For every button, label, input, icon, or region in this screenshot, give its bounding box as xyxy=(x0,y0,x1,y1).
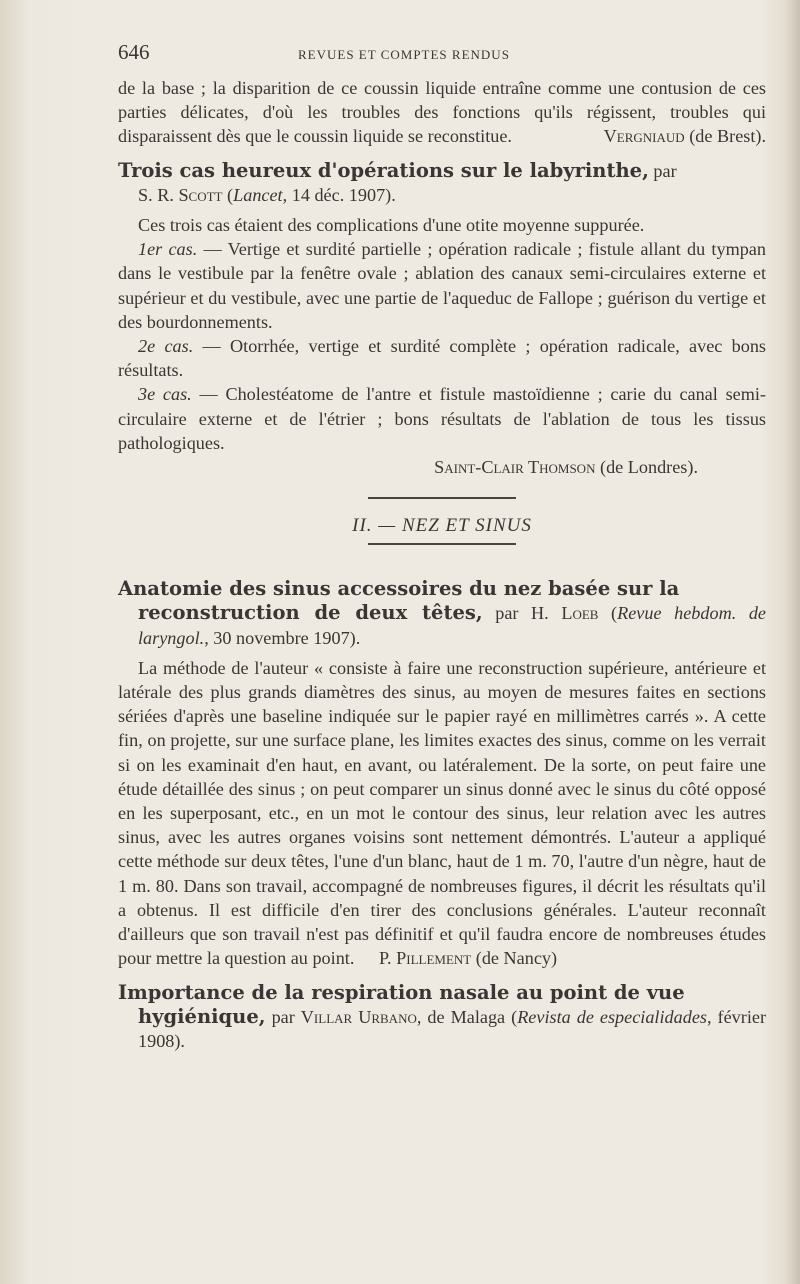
signature-name: P. Pillement xyxy=(378,948,472,969)
page-number: 646 xyxy=(118,40,150,64)
intro-paragraph xyxy=(118,76,766,149)
case-2 xyxy=(118,334,766,382)
intro-text: de la base ; la disparition de ce coussin liquide entraîne comme une contusion de ces parties délicates, d'où les troubles des fonctions qu'ils régissent, troubles qui disparaissent dès que le coussin liquide se reconstitue. xyxy=(118,78,766,147)
case-text: — Otorrhée, vertige et surdité complète ; opération radicale, avec bons résultats. xyxy=(118,336,766,381)
author-name: Scott xyxy=(178,184,223,205)
source-date: , février 1908). xyxy=(138,1006,766,1051)
title-text: Trois cas heureux d'opérations sur le labyrinthe, xyxy=(118,158,649,182)
case-1 xyxy=(118,237,766,334)
section-title: II. — NEZ ET SINUS xyxy=(352,515,532,537)
author-name: Villar Urbano xyxy=(300,1006,417,1027)
article1-signature xyxy=(118,455,766,479)
case-label: 2e cas. xyxy=(138,336,194,357)
title-text-line1: Importance de la respiration nasale au point de vue xyxy=(118,980,685,1004)
source-journal: Revista de especialidades xyxy=(517,1006,707,1027)
source-date: , 14 déc. 1907). xyxy=(282,184,396,205)
section-rule-top xyxy=(368,497,516,499)
title-by: par xyxy=(265,1006,301,1027)
page-header xyxy=(118,40,766,76)
article-title-anatomie xyxy=(118,577,766,650)
article-title-labyrinthe xyxy=(118,159,766,207)
source-journal: Lancet xyxy=(233,184,283,205)
case-text: — Cholestéatome de l'antre et fistule mastoïdienne ; carie du canal semi-circulaire externe et de l'étrier ; bons résultats de l'ablation de tous les tissus pathologiques. xyxy=(118,384,766,453)
title-continuation: reconstruction de deux têtes, par H. Loeb (Revue hebdom. de laryngol., 30 novembre 1907). xyxy=(138,601,767,648)
signature-place: (de Nancy) xyxy=(471,948,558,969)
article2-paragraph xyxy=(118,656,766,971)
title-text-line2: reconstruction de deux têtes, xyxy=(138,601,483,625)
author-initials: S. R. xyxy=(138,184,179,205)
case-label: 1er cas. xyxy=(138,239,198,260)
title-by: par H. xyxy=(482,603,562,624)
intro-signature xyxy=(604,124,766,148)
title-continuation xyxy=(118,1005,766,1053)
signature-place: (de Londres). xyxy=(595,457,698,478)
signature-place: (de Brest). xyxy=(684,126,766,147)
article1-paragraph: Ces trois cas étaient des complications d'une otite moyenne suppurée. xyxy=(138,215,645,236)
running-head: REVUES ET COMPTES RENDUS xyxy=(298,47,510,62)
signature-name: Vergniaud xyxy=(603,126,685,147)
author-name: Loeb xyxy=(561,603,599,624)
case-3 xyxy=(118,382,766,455)
title-text-line2: hygiénique, xyxy=(138,1004,266,1028)
signature-name: Saint-Clair Thomson xyxy=(434,457,596,478)
title-citation: S. R. Scott (Lancet, 14 déc. 1907). xyxy=(138,184,396,205)
article2-signature xyxy=(359,948,557,968)
source-date: , 30 novembre 1907). xyxy=(204,627,361,648)
article-title-respiration xyxy=(118,981,766,1054)
author-place: , de Malaga ( xyxy=(416,1006,518,1027)
source-journal: Revue hebdom. de laryngol. xyxy=(138,603,767,648)
article2-body: La méthode de l'auteur « consiste à faire une reconstruction supérieure, antérieure et latérale des plus grands diamètres des sinus, au moyen de mesures faites en sections sériées d'après une baseline indiquée sur le papier rayé en millimètres carrés ». A cette fin, on projette, sur une surface plane, les limites exactes des sinus, comme on les verrait si on les examinait d'en haut, en avant, ou latéralement. De la sorte, on peut faire une étude détaillée des sinus ; on peut comparer un sinus donné avec le sinus du côté opposé en les superposant, etc., en un mot le contour des sinus, leur relation avec les autres sinus, avec les autres organes voisins sont nettement démontrés. L'auteur a appliqué cette méthode sur deux têtes, l'une d'un blanc, haut de 1 m. 70, l'autre d'un nègre, haut de 1 m. 80. Dans son travail, accompagné de nombreuses figures, il décrit les résultats qu'il a obtenus. Il est difficile d'en tirer des conclusions générales. L'auteur reconnaît d'ailleurs que son travail n'est pas définitif et qu'il faudra encore de nombreuses études pour mettre la question au point. xyxy=(118,657,766,969)
title-by: par xyxy=(648,160,677,181)
page-content xyxy=(118,40,766,1053)
title-text-line1: Anatomie des sinus accessoires du nez basée sur la xyxy=(118,577,680,601)
case-label: 3e cas. xyxy=(138,384,192,405)
case-text: — Vertige et surdité partielle ; opération radicale ; fistule allant du tympan dans le vestibule par la fenêtre ovale ; ablation des canaux semi-circulaires externe et supérieur et du vestibule, avec une partie de l'aqueduc de Fallope ; guérison du vertige et des bourdonnements. xyxy=(118,239,766,332)
